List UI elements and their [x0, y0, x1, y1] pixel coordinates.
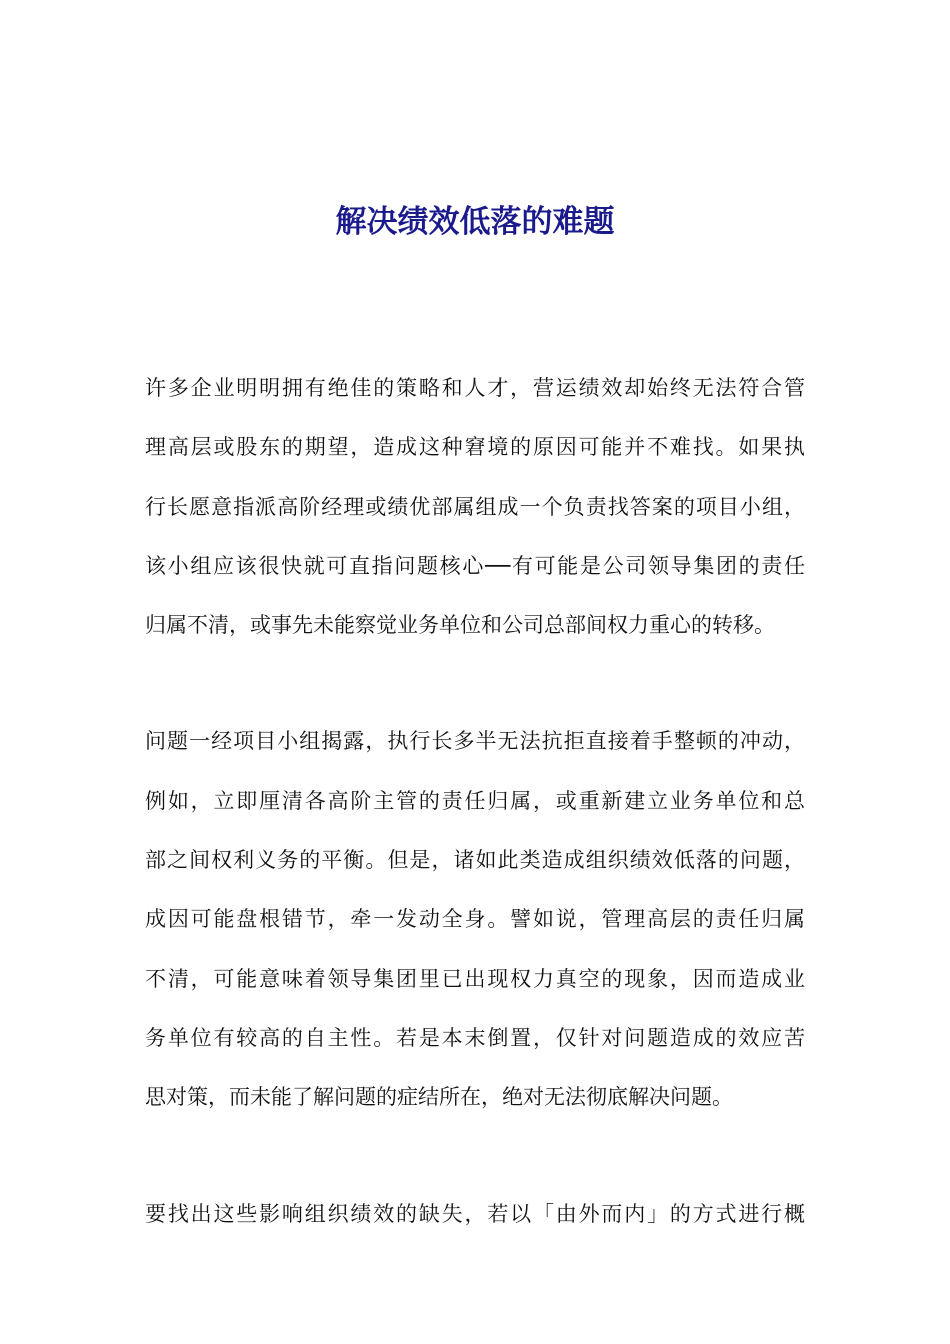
document-title: 解决绩效低落的难题: [335, 204, 615, 240]
text-line: 问题一经项目小组揭露，执行长多半无法抗拒直接着手整顿的冲动，: [145, 729, 805, 754]
paragraph-2: [145, 719, 805, 1134]
text-line: 要找出这些影响组织绩效的缺失，若以「由外而内」的方式进行概: [145, 1201, 805, 1226]
text-line: 成因可能盘根错节，牵一发动全身。譬如说，管理高层的责任归属: [145, 907, 805, 932]
paragraph-1: [145, 366, 805, 662]
text-line: 行长愿意指派高阶经理或绩优部属组成一个负责找答案的项目小组，: [145, 494, 805, 519]
text-line: 例如，立即厘清各高阶主管的责任归属，或重新建立业务单位和总: [145, 788, 805, 813]
document-body: [145, 366, 805, 1251]
text-line: 务单位有较高的自主性。若是本末倒置，仅针对问题造成的效应苦: [145, 1025, 805, 1050]
text-line: 许多企业明明拥有绝佳的策略和人才，营运绩效却始终无法符合管: [145, 376, 805, 400]
text-line: 该小组应该很快就可直指问题核心──有可能是公司领导集团的责任: [145, 553, 805, 578]
text-line: 归属不清，或事先未能察觉业务单位和公司总部间权力重心的转移。: [145, 613, 775, 638]
text-line: 理高层或股东的期望，造成这种窘境的原因可能并不难找。如果执: [145, 435, 805, 460]
paragraph-gap: [145, 1135, 805, 1192]
paragraph-3: [145, 1192, 805, 1251]
paragraph-gap: [145, 662, 805, 719]
text-line: 思对策，而未能了解问题的症结所在，绝对无法彻底解决问题。: [145, 1085, 733, 1110]
text-line: 不清，可能意味着领导集团里已出现权力真空的现象，因而造成业: [145, 966, 805, 991]
text-line: 部之间权利义务的平衡。但是，诸如此类造成组织绩效低落的问题，: [145, 848, 805, 873]
